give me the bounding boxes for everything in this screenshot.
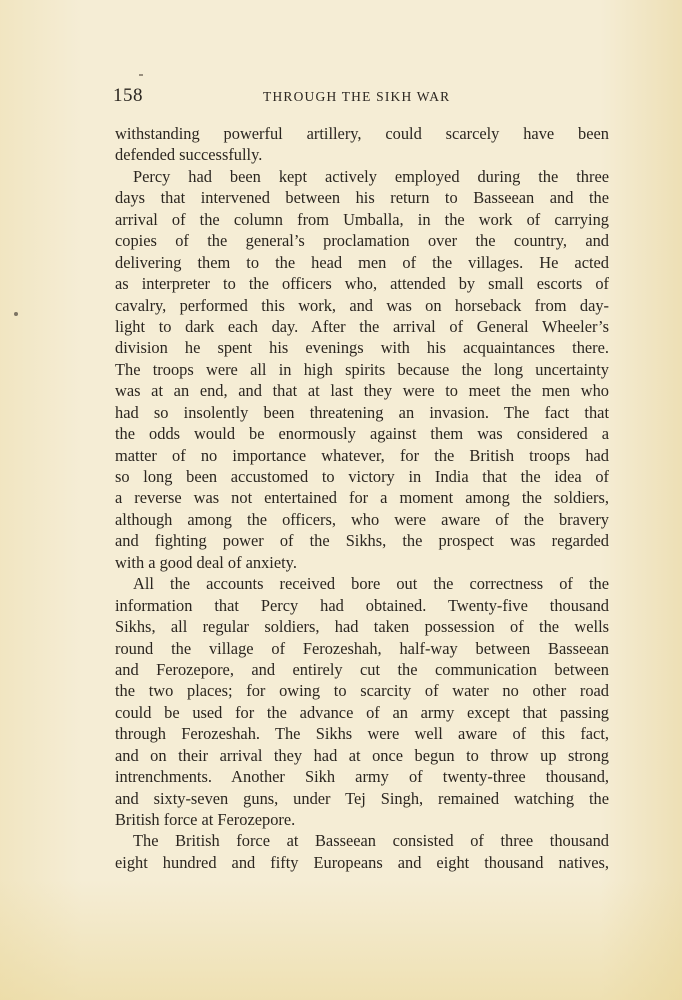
text-line: The British force at Basseean consisted of three thousand (133, 831, 609, 851)
text-line: although among the officers, who were aware of the bravery (115, 509, 609, 529)
text-line: could be used for the advance of an army except that passing (115, 702, 609, 722)
page-number: 158 (113, 85, 143, 106)
text-line: information that Percy had obtained. Twenty-five thousand (115, 595, 609, 615)
text-line: with a good deal of anxiety. (115, 552, 297, 572)
text-line: days that intervened between his return to Basseean and the (115, 188, 609, 208)
text-line: so long been accustomed to victory in India that the idea of (115, 467, 609, 486)
text-line: intrenchments. Another Sikh army of twenty-three thousand, (115, 767, 609, 787)
text-line: eight hundred and fifty Europeans and eight thousand natives, (115, 852, 609, 872)
text-line: copies of the general’s proclamation over the country, and (115, 231, 609, 251)
text-line: and Ferozepore, and entirely cut the communication between (115, 659, 609, 679)
text-line: arrival of the column from Umballa, in the work of carrying (115, 209, 609, 229)
text-line: delivering them to the head men of the villages. He acted (115, 252, 609, 272)
text-line: and sixty-seven guns, under Tej Singh, remained watching the (115, 788, 609, 808)
text-line: and on their arrival they had at once begun to throw up strong (115, 745, 609, 765)
text-line: was at an end, and that at last they were to meet the men who (115, 381, 609, 401)
text-line: Percy had been kept actively employed during the three (133, 166, 609, 186)
text-line: and fighting power of the Sikhs, the prospect was regarded (115, 531, 609, 551)
text-line: All the accounts received bore out the correctness of the (133, 574, 609, 594)
text-line: cavalry, performed this work, and was on horseback from day- (115, 295, 609, 315)
text-line: matter of no importance whatever, for the British troops had (115, 445, 609, 465)
text-line: as interpreter to the officers who, attended by small escorts of (115, 274, 609, 294)
text-line: had so insolently been threatening an invasion. The fact that (115, 402, 609, 422)
text-line: the two places; for owing to scarcity of water no other road (115, 681, 609, 701)
running-head: THROUGH THE SIKH WAR (263, 89, 451, 104)
text-line: division he spent his evenings with his acquaintances there. (115, 338, 609, 358)
text-line: round the village of Ferozeshah, half-way between Basseean (115, 638, 609, 658)
body-text (115, 123, 609, 873)
text-line: a reverse was not entertained for a moment among the soldiers, (115, 488, 609, 508)
text-line: defended successfully. (115, 145, 263, 165)
text-line: light to dark each day. After the arrival of General Wheeler’s (115, 316, 609, 336)
text-line: The troops were all in high spirits because the long uncertainty (115, 359, 609, 379)
text-line: the odds would be enormously against them was considered a (115, 424, 609, 444)
text-line: through Ferozeshah. The Sikhs were well aware of this fact, (115, 724, 609, 744)
text-line: British force at Ferozepore. (115, 810, 296, 829)
text-line: Sikhs, all regular soldiers, had taken possession of the wells (115, 617, 609, 637)
page-header (113, 85, 610, 111)
text-line: withstanding powerful artillery, could scarcely have been (115, 124, 609, 143)
margin-speck (14, 312, 18, 316)
print-mark (139, 74, 143, 76)
